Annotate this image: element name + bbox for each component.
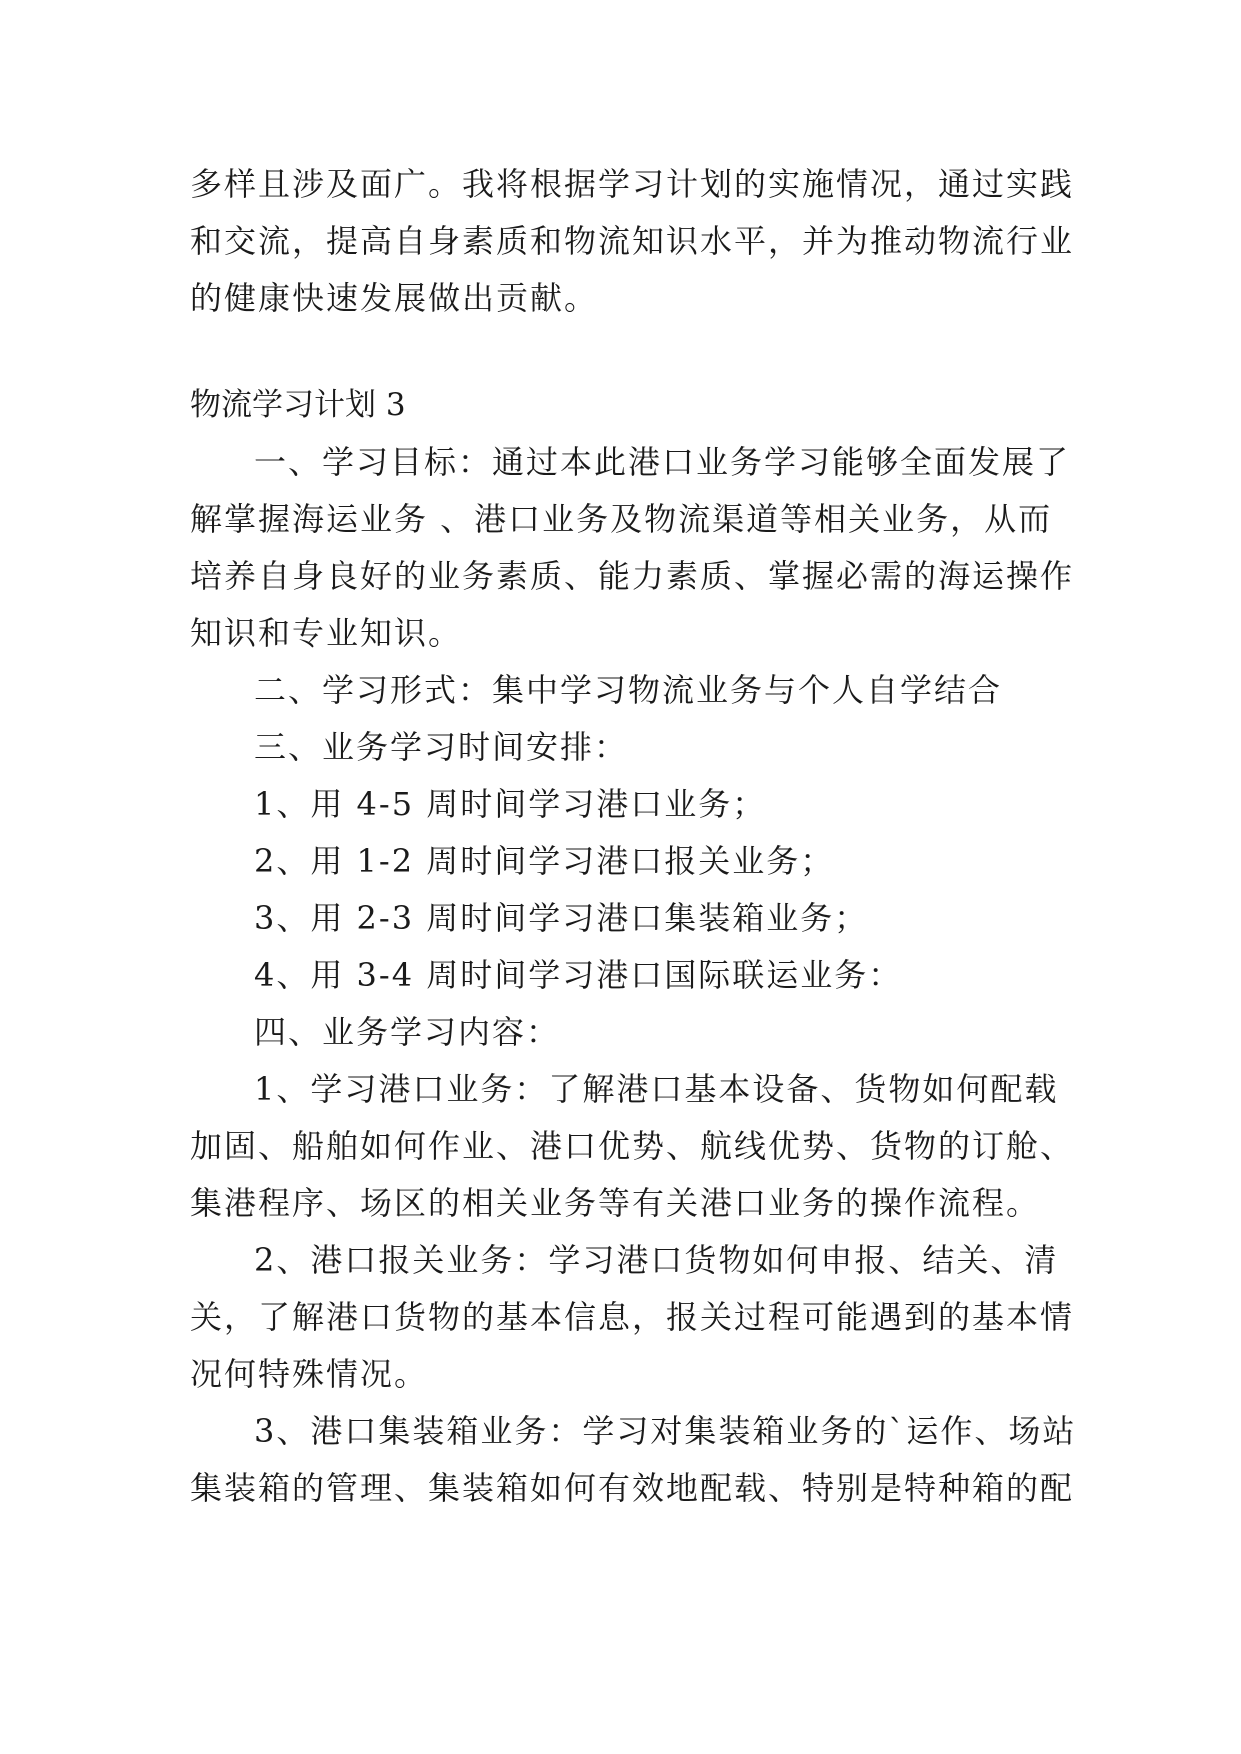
text-line: 知识和专业知识。 bbox=[190, 614, 463, 652]
text-line: 和交流，提高自身素质和物流知识水平，并为推动物流行业 bbox=[190, 222, 1075, 260]
text-line: 况何特殊情况。 bbox=[190, 1355, 429, 1393]
content-heading: 四、业务学习内容： bbox=[254, 1013, 561, 1051]
document-page bbox=[190, 156, 1077, 1517]
text-line: 2、港口报关业务：学习港口货物如何申报、结关、清 bbox=[254, 1241, 1059, 1279]
schedule-list bbox=[190, 776, 1060, 1004]
content-item-2 bbox=[190, 1232, 1075, 1403]
content-item-1 bbox=[190, 1061, 1075, 1232]
text-line: 的健康快速发展做出贡献。 bbox=[190, 279, 599, 317]
intro-paragraph bbox=[190, 156, 1075, 327]
text-line: 关，了解港口货物的基本信息，报关过程可能遇到的基本情 bbox=[190, 1298, 1075, 1336]
form-paragraph: 二、学习形式：集中学习物流业务与个人自学结合 bbox=[254, 671, 1003, 709]
text-line: 加固、船舶如何作业、港口优势、航线优势、货物的订舱、 bbox=[190, 1127, 1075, 1165]
text-line: 培养自身良好的业务素质、能力素质、掌握必需的海运操作 bbox=[190, 557, 1075, 595]
list-item: 2、用 1-2 周时间学习港口报关业务； bbox=[254, 842, 835, 880]
section-title: 物流学习计划 3 bbox=[190, 387, 406, 423]
list-item: 4、用 3-4 周时间学习港口国际联运业务： bbox=[254, 956, 903, 994]
goal-paragraph bbox=[190, 434, 1075, 662]
schedule-heading: 三、业务学习时间安排： bbox=[254, 728, 629, 766]
text-line: 一、学习目标：通过本此港口业务学习能够全面发展了 bbox=[254, 443, 1071, 481]
content-item-3 bbox=[190, 1403, 1077, 1517]
text-line: 1、学习港口业务：了解港口基本设备、货物如何配载 bbox=[254, 1070, 1059, 1108]
text-line: 3、港口集装箱业务：学习对集装箱业务的`运作、场站 bbox=[254, 1412, 1077, 1450]
text-line: 解掌握海运业务 、港口业务及物流渠道等相关业务，从而 bbox=[190, 500, 1053, 538]
text-line: 集港程序、场区的相关业务等有关港口业务的操作流程。 bbox=[190, 1184, 1041, 1222]
list-item: 3、用 2-3 周时间学习港口集装箱业务； bbox=[254, 899, 869, 937]
text-line: 多样且涉及面广。我将根据学习计划的实施情况，通过实践 bbox=[190, 165, 1075, 203]
text-line: 集装箱的管理、集装箱如何有效地配载、特别是特种箱的配 bbox=[190, 1469, 1075, 1507]
list-item: 1、用 4-5 周时间学习港口业务； bbox=[254, 785, 767, 823]
